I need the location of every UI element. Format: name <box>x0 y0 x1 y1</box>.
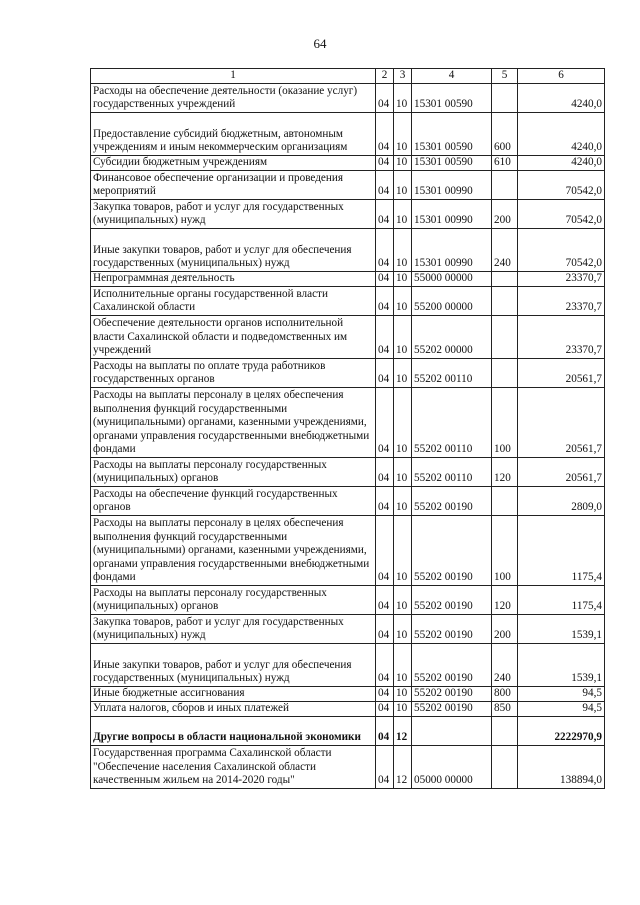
row-section-cell: 04 <box>376 113 394 156</box>
row-expense-type-cell: 610 <box>492 156 518 171</box>
row-amount-cell: 23370,7 <box>518 287 605 316</box>
row-name-cell: Обеспечение деятельности органов исполнительной власти Сахалинской области и подведомственных им учреждений <box>91 316 376 359</box>
table-header-row <box>91 69 605 84</box>
row-target-code-cell: 15301 00990 <box>412 229 492 272</box>
row-name-cell: Расходы на выплаты персоналу в целях обеспечения выполнения функций государственными (муниципальными) органами, казенными учреждениями, органами управления государственными внебюджетными фондами <box>91 388 376 458</box>
row-subsection-cell: 10 <box>394 229 412 272</box>
table-row <box>91 287 605 316</box>
row-target-code-cell: 55202 00000 <box>412 316 492 359</box>
row-subsection-cell: 10 <box>394 644 412 687</box>
row-section-cell: 04 <box>376 316 394 359</box>
row-target-code-cell: 55202 00110 <box>412 458 492 487</box>
row-subsection-cell: 12 <box>394 717 412 746</box>
table-row <box>91 316 605 359</box>
row-subsection-cell: 12 <box>394 746 412 789</box>
row-expense-type-cell <box>492 171 518 200</box>
row-target-code-cell: 05000 00000 <box>412 746 492 789</box>
row-subsection-cell: 10 <box>394 458 412 487</box>
row-expense-type-cell: 200 <box>492 200 518 229</box>
row-amount-cell: 4240,0 <box>518 84 605 113</box>
row-amount-cell: 1539,1 <box>518 644 605 687</box>
row-expense-type-cell <box>492 84 518 113</box>
row-expense-type-cell <box>492 359 518 388</box>
row-expense-type-cell <box>492 717 518 746</box>
header-col-6: 6 <box>518 69 605 84</box>
row-section-cell: 04 <box>376 487 394 516</box>
row-amount-cell: 94,5 <box>518 702 605 717</box>
row-amount-cell: 4240,0 <box>518 156 605 171</box>
row-amount-cell: 138894,0 <box>518 746 605 789</box>
row-expense-type-cell: 240 <box>492 229 518 272</box>
row-target-code-cell <box>412 717 492 746</box>
row-name-cell: Расходы на выплаты по оплате труда работников государственных органов <box>91 359 376 388</box>
table-row <box>91 84 605 113</box>
row-section-cell: 04 <box>376 359 394 388</box>
row-name-cell: Субсидии бюджетным учреждениям <box>91 156 376 171</box>
table-row <box>91 113 605 156</box>
row-subsection-cell: 10 <box>394 586 412 615</box>
row-expense-type-cell: 240 <box>492 644 518 687</box>
row-section-cell: 04 <box>376 156 394 171</box>
row-amount-cell: 4240,0 <box>518 113 605 156</box>
row-subsection-cell: 10 <box>394 200 412 229</box>
header-col-2: 2 <box>376 69 394 84</box>
row-expense-type-cell <box>492 272 518 287</box>
table-row <box>91 644 605 687</box>
row-name-cell: Расходы на выплаты персоналу государственных (муниципальных) органов <box>91 458 376 487</box>
row-expense-type-cell: 100 <box>492 388 518 458</box>
row-subsection-cell: 10 <box>394 487 412 516</box>
row-name-cell: Предоставление субсидий бюджетным, автономным учреждениям и иным некоммерческим организациям <box>91 113 376 156</box>
row-amount-cell: 2222970,9 <box>518 717 605 746</box>
table-row <box>91 615 605 644</box>
row-name-cell: Расходы на выплаты персоналу в целях обеспечения выполнения функций государственными (муниципальными) органами, казенными учреждениями, органами управления государственными внебюджетными фондами <box>91 516 376 586</box>
table-row <box>91 156 605 171</box>
row-subsection-cell: 10 <box>394 113 412 156</box>
row-subsection-cell: 10 <box>394 702 412 717</box>
header-col-3: 3 <box>394 69 412 84</box>
row-name-cell: Другие вопросы в области национальной экономики <box>91 717 376 746</box>
row-name-cell: Иные закупки товаров, работ и услуг для обеспечения государственных (муниципальных) нужд <box>91 644 376 687</box>
row-amount-cell: 70542,0 <box>518 171 605 200</box>
row-name-cell: Исполнительные органы государственной власти Сахалинской области <box>91 287 376 316</box>
row-section-cell: 04 <box>376 171 394 200</box>
row-section-cell: 04 <box>376 458 394 487</box>
row-name-cell: Закупка товаров, работ и услуг для государственных (муниципальных) нужд <box>91 200 376 229</box>
table-row <box>91 586 605 615</box>
row-subsection-cell: 10 <box>394 388 412 458</box>
row-amount-cell: 23370,7 <box>518 316 605 359</box>
row-section-cell: 04 <box>376 516 394 586</box>
row-section-cell: 04 <box>376 200 394 229</box>
table-row <box>91 702 605 717</box>
row-section-cell: 04 <box>376 586 394 615</box>
table-row <box>91 516 605 586</box>
row-name-cell: Государственная программа Сахалинской области "Обеспечение населения Сахалинской области качественным жильем на 2014-2020 годы" <box>91 746 376 789</box>
row-amount-cell: 2809,0 <box>518 487 605 516</box>
row-amount-cell: 1175,4 <box>518 516 605 586</box>
row-amount-cell: 20561,7 <box>518 388 605 458</box>
row-amount-cell: 23370,7 <box>518 272 605 287</box>
row-amount-cell: 70542,0 <box>518 229 605 272</box>
row-name-cell: Уплата налогов, сборов и иных платежей <box>91 702 376 717</box>
row-amount-cell: 94,5 <box>518 687 605 702</box>
budget-table <box>90 68 605 789</box>
row-section-cell: 04 <box>376 717 394 746</box>
row-amount-cell: 1539,1 <box>518 615 605 644</box>
row-name-cell: Расходы на обеспечение функций государственных органов <box>91 487 376 516</box>
row-amount-cell: 20561,7 <box>518 359 605 388</box>
table-row <box>91 200 605 229</box>
row-subsection-cell: 10 <box>394 687 412 702</box>
row-name-cell: Финансовое обеспечение организации и проведения мероприятий <box>91 171 376 200</box>
row-target-code-cell: 55202 00190 <box>412 615 492 644</box>
header-col-1: 1 <box>91 69 376 84</box>
row-section-cell: 04 <box>376 702 394 717</box>
table-body <box>91 84 605 789</box>
row-subsection-cell: 10 <box>394 272 412 287</box>
row-target-code-cell: 55202 00190 <box>412 487 492 516</box>
row-target-code-cell: 15301 00590 <box>412 84 492 113</box>
table-row <box>91 272 605 287</box>
row-target-code-cell: 15301 00990 <box>412 200 492 229</box>
row-section-cell: 04 <box>376 84 394 113</box>
row-subsection-cell: 10 <box>394 84 412 113</box>
header-col-5: 5 <box>492 69 518 84</box>
row-target-code-cell: 55202 00190 <box>412 516 492 586</box>
row-subsection-cell: 10 <box>394 171 412 200</box>
row-amount-cell: 70542,0 <box>518 200 605 229</box>
row-amount-cell: 20561,7 <box>518 458 605 487</box>
row-expense-type-cell: 850 <box>492 702 518 717</box>
table-row <box>91 458 605 487</box>
row-name-cell: Расходы на обеспечение деятельности (оказание услуг) государственных учреждений <box>91 84 376 113</box>
row-subsection-cell: 10 <box>394 287 412 316</box>
row-expense-type-cell: 800 <box>492 687 518 702</box>
row-section-cell: 04 <box>376 229 394 272</box>
page-number: 64 <box>313 36 327 51</box>
row-target-code-cell: 55202 00190 <box>412 687 492 702</box>
row-target-code-cell: 15301 00590 <box>412 113 492 156</box>
table-row <box>91 388 605 458</box>
row-target-code-cell: 15301 00990 <box>412 171 492 200</box>
row-section-cell: 04 <box>376 615 394 644</box>
row-section-cell: 04 <box>376 388 394 458</box>
row-expense-type-cell <box>492 487 518 516</box>
table-row <box>91 487 605 516</box>
row-subsection-cell: 10 <box>394 516 412 586</box>
row-target-code-cell: 15301 00590 <box>412 156 492 171</box>
row-name-cell: Непрограммная деятельность <box>91 272 376 287</box>
table-row <box>91 687 605 702</box>
row-subsection-cell: 10 <box>394 359 412 388</box>
row-section-cell: 04 <box>376 272 394 287</box>
row-target-code-cell: 55202 00110 <box>412 359 492 388</box>
table-row <box>91 717 605 746</box>
row-target-code-cell: 55202 00190 <box>412 644 492 687</box>
row-expense-type-cell <box>492 316 518 359</box>
table-row <box>91 359 605 388</box>
row-subsection-cell: 10 <box>394 615 412 644</box>
row-subsection-cell: 10 <box>394 156 412 171</box>
row-expense-type-cell: 200 <box>492 615 518 644</box>
row-target-code-cell: 55202 00110 <box>412 388 492 458</box>
table-row <box>91 229 605 272</box>
header-col-4: 4 <box>412 69 492 84</box>
row-section-cell: 04 <box>376 687 394 702</box>
row-name-cell: Иные бюджетные ассигнования <box>91 687 376 702</box>
row-target-code-cell: 55202 00190 <box>412 586 492 615</box>
row-expense-type-cell: 600 <box>492 113 518 156</box>
row-subsection-cell: 10 <box>394 316 412 359</box>
row-section-cell: 04 <box>376 644 394 687</box>
row-expense-type-cell: 100 <box>492 516 518 586</box>
table-row <box>91 171 605 200</box>
row-section-cell: 04 <box>376 287 394 316</box>
row-target-code-cell: 55200 00000 <box>412 287 492 316</box>
row-name-cell: Закупка товаров, работ и услуг для государственных (муниципальных) нужд <box>91 615 376 644</box>
row-expense-type-cell <box>492 287 518 316</box>
row-amount-cell: 1175,4 <box>518 586 605 615</box>
row-section-cell: 04 <box>376 746 394 789</box>
row-expense-type-cell: 120 <box>492 586 518 615</box>
row-expense-type-cell <box>492 746 518 789</box>
row-name-cell: Расходы на выплаты персоналу государственных (муниципальных) органов <box>91 586 376 615</box>
row-name-cell: Иные закупки товаров, работ и услуг для обеспечения государственных (муниципальных) нужд <box>91 229 376 272</box>
table-row <box>91 746 605 789</box>
row-target-code-cell: 55202 00190 <box>412 702 492 717</box>
row-expense-type-cell: 120 <box>492 458 518 487</box>
row-target-code-cell: 55000 00000 <box>412 272 492 287</box>
